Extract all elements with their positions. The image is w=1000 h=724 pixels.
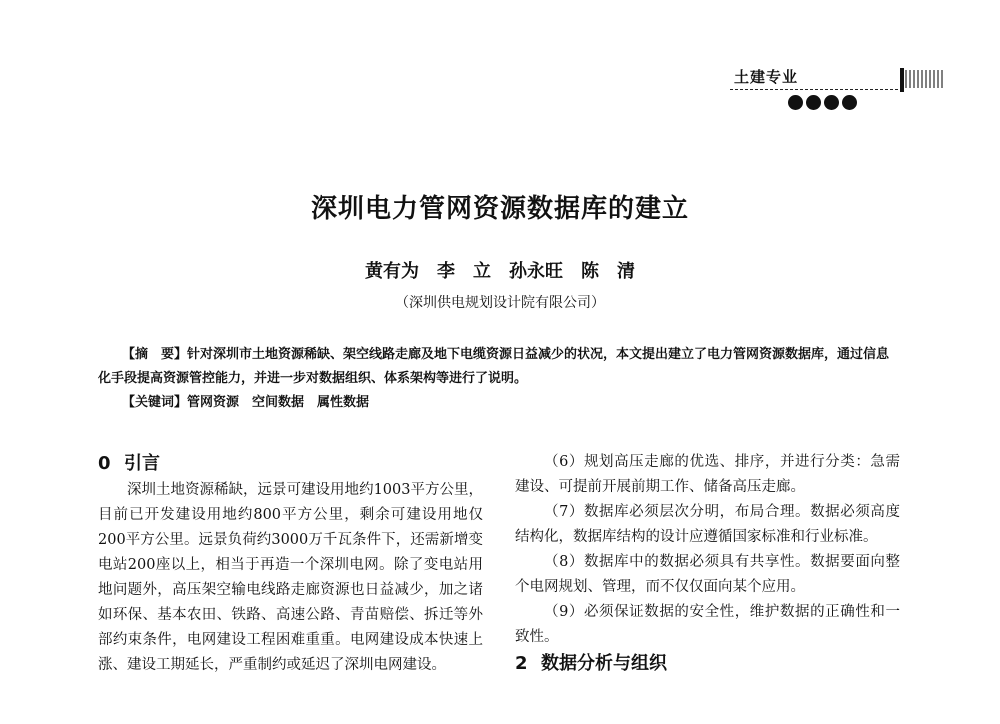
section-title: 数据分析与组织 [541,653,667,674]
list-item: （6）规划高压走廊的优选、排序，并进行分类：急需建设、可提前开展前期工作、储备高压走廊。 [515,454,900,495]
keywords-line [98,391,900,415]
section-heading-data [515,650,900,678]
intro-paragraph: 深圳土地资源稀缺，远景可建设用地约1003平方公里，目前已开发建设用地约800平方公里，剩余可建设用地仅200平方公里。远景负荷约3000万千瓦条件下，还需新增变电站200座以上，相当于再造一个深圳电网。除了变电站用地问题外，高压架空输电线路走廊资源也日益减少，加之诸如环保、基本农田、铁路、高速公路、青苗赔偿、拆迁等外部约束条件，电网建设工程困难重重。电网建设成本快速上涨、建设工期延长，严重制约或延迟了深圳电网建设。 [98,482,483,673]
list-item: （7）数据库必须层次分明，布局合理。数据必须高度结构化，数据库结构的设计应遵循国家标准和行业标准。 [515,504,900,545]
section-label: 土建专业 [734,68,799,86]
right-column [515,450,900,678]
authors: 黄有为 李 立 孙永旺 陈 清 [365,261,635,282]
section-title: 引言 [124,453,160,474]
list-item: （9）必须保证数据的安全性，维护数据的正确性和一致性。 [515,604,900,645]
affiliation: （深圳供电规划设计院有限公司） [395,295,605,311]
abstract-label: 【摘 要】 [122,347,188,362]
left-column [98,450,483,678]
section-heading-intro [98,450,483,478]
keywords-label: 【关键词】 [122,395,188,410]
paper-title: 深圳电力管网资源数据库的建立 [310,194,689,224]
header-bar [900,68,904,92]
decorative-dots-icon [788,95,857,110]
journal-section-tag [730,66,950,116]
list-item: （8）数据库中的数据必须具有共享性。数据要面向整个电网规划、管理，而不仅仅面向某个应用。 [515,554,900,595]
abstract-text: 针对深圳市土地资源稀缺、架空线路走廊及地下电缆资源日益减少的状况，本文提出建立了电力管网资源数据库，通过信息化手段提高资源管控能力，并进一步对数据组织、体系架构等进行了说明。 [98,347,890,386]
section-number: 2 [515,653,528,674]
header-pattern-icon [905,70,945,88]
abstract-block [98,343,900,415]
header-rule [730,89,898,90]
section-number: 0 [98,453,111,474]
abstract-paragraph [98,343,900,391]
keywords-text: 管网资源 空间数据 属性数据 [187,395,370,410]
